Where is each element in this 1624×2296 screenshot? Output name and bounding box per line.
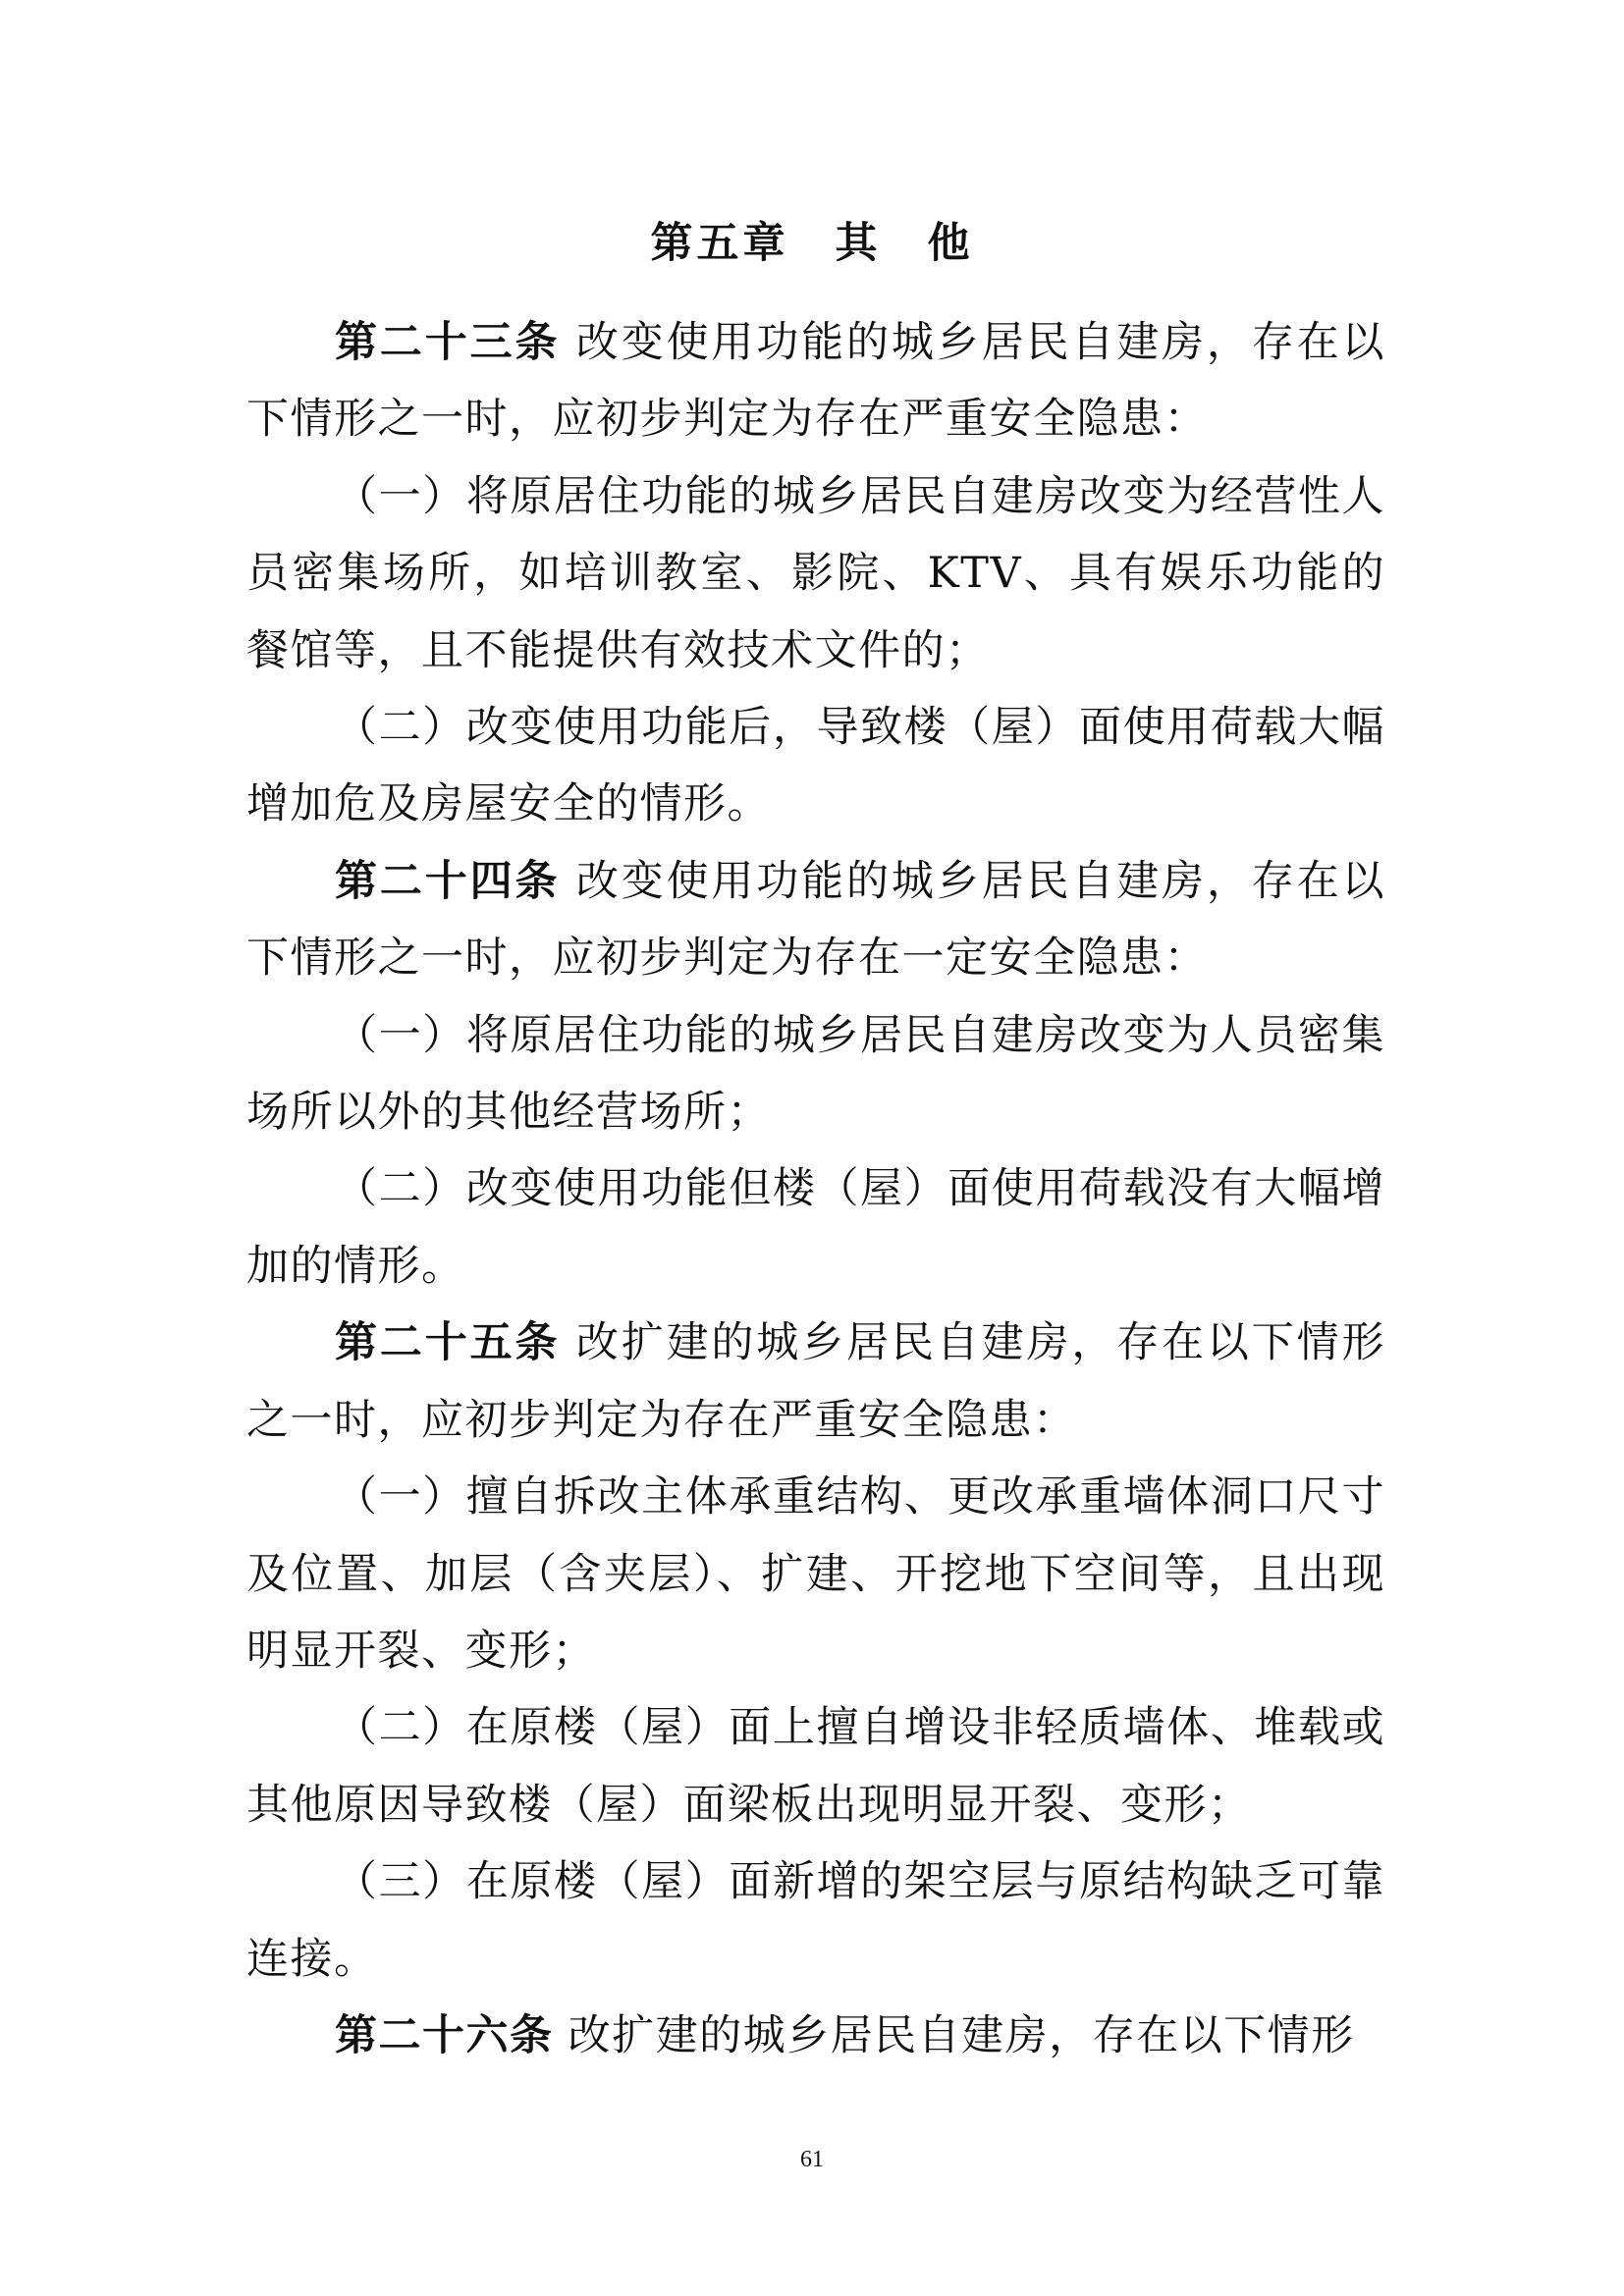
clause-paragraph xyxy=(246,1459,1385,1689)
article-label: 第二十四条 xyxy=(335,856,561,906)
article-paragraph xyxy=(246,843,1385,997)
paragraph-text: （一）擅自拆改主体承重结构、更改承重墙体洞口尺寸及位置、加层（含夹层）、扩建、开挖地下空间等，且出现明显开裂、变形； xyxy=(246,1472,1385,1676)
clause-paragraph xyxy=(246,689,1385,843)
clause-paragraph xyxy=(246,1150,1385,1305)
paragraph-text: （二）改变使用功能但楼（屋）面使用荷载没有大幅增加的情形。 xyxy=(246,1164,1385,1291)
clause-paragraph xyxy=(246,458,1385,689)
body-text xyxy=(246,304,1385,2074)
paragraph-text: （三）在原楼（屋）面新增的架空层与原结构缺乏可靠连接。 xyxy=(246,1857,1385,1984)
paragraph-text: （二）改变使用功能后，导致楼（屋）面使用荷载大幅增加危及房屋安全的情形。 xyxy=(246,703,1385,829)
article-label: 第二十三条 xyxy=(335,318,561,367)
paragraph-text: （一）将原居住功能的城乡居民自建房改变为人员密集场所以外的其他经营场所； xyxy=(246,1010,1385,1138)
article-paragraph xyxy=(246,1305,1385,1459)
clause-paragraph xyxy=(246,1689,1385,1843)
clause-paragraph xyxy=(246,997,1385,1151)
paragraph-text: 改扩建的城乡居民自建房，存在以下情形之一时，应初步判定为存在严重安全隐患： xyxy=(246,1318,1385,1445)
article-label: 第二十五条 xyxy=(335,1318,561,1368)
page-number: 61 xyxy=(800,2147,824,2172)
paragraph-text: （一）将原居住功能的城乡居民自建房改变为经营性人员密集场所，如培训教室、影院、KTV、具有娱乐功能的餐馆等，且不能提供有效技术文件的； xyxy=(246,471,1385,675)
article-paragraph xyxy=(246,1998,1385,2074)
paragraph-text: 改扩建的城乡居民自建房，存在以下情形 xyxy=(568,2010,1355,2060)
chapter-title: 第五章 其 他 xyxy=(650,219,974,268)
article-paragraph xyxy=(246,304,1385,458)
article-label: 第二十六条 xyxy=(335,2010,554,2060)
clause-paragraph xyxy=(246,1843,1385,1998)
paragraph-text: 改变使用功能的城乡居民自建房，存在以下情形之一时，应初步判定为存在严重安全隐患： xyxy=(246,318,1385,445)
paragraph-text: （二）在原楼（屋）面上擅自增设非轻质墙体、堆载或其他原因导致楼（屋）面梁板出现明显开裂、变形； xyxy=(246,1703,1385,1830)
paragraph-text: 改变使用功能的城乡居民自建房，存在以下情形之一时，应初步判定为存在一定安全隐患： xyxy=(246,856,1385,984)
